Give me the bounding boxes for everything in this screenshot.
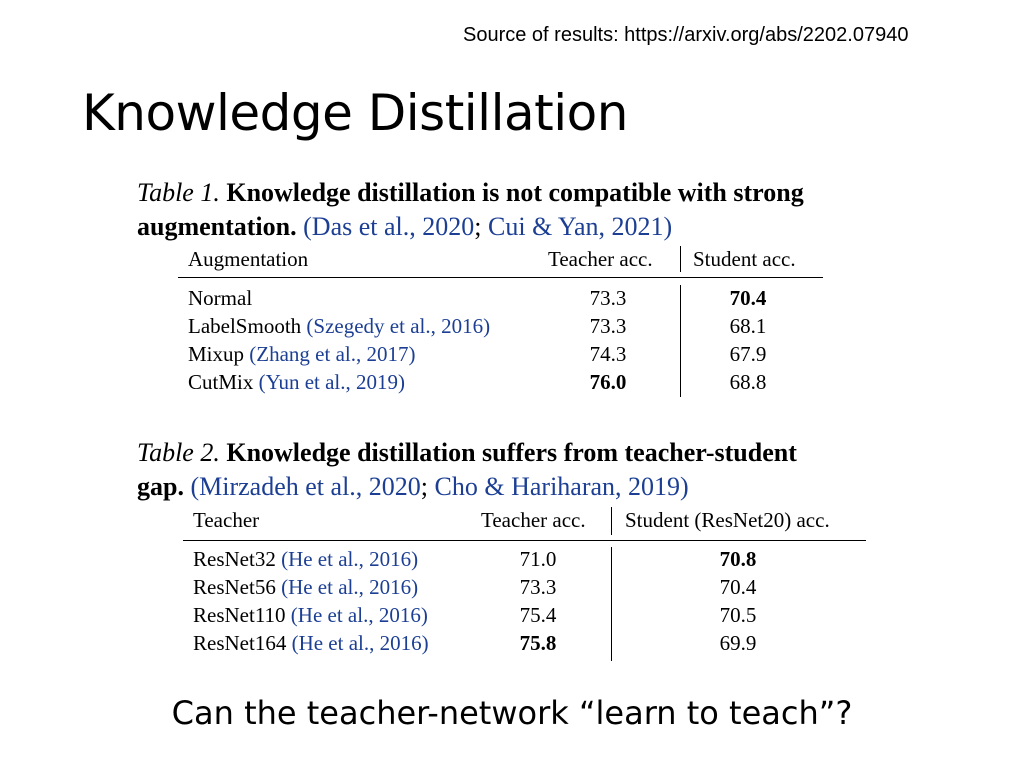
slide-title: Knowledge Distillation — [82, 84, 628, 142]
row-citation[interactable]: (He et al., 2016) — [291, 631, 429, 655]
row-name — [193, 547, 418, 572]
row-name-text: ResNet32 — [193, 547, 276, 571]
table2-citation-mirzadeh[interactable]: Mirzadeh et al., 2020 — [199, 472, 421, 501]
row-name-text: CutMix — [188, 370, 254, 394]
table1-header-row — [178, 247, 823, 275]
table1-header-teacher-acc: Teacher acc. — [548, 247, 653, 271]
table1-header-rule — [178, 277, 823, 278]
row-teacher-acc: 73.3 — [589, 286, 627, 310]
row-name — [188, 370, 405, 395]
table2-header-teacher-acc: Teacher acc. — [481, 508, 586, 532]
table1-header-augmentation: Augmentation — [188, 247, 309, 271]
table2-caption-label: Table 2. — [137, 438, 220, 467]
row-citation[interactable]: (Yun et al., 2019) — [258, 370, 405, 394]
table1 — [178, 244, 823, 404]
table-row — [178, 342, 823, 370]
row-citation[interactable]: (Zhang et al., 2017) — [249, 342, 416, 366]
row-student-acc: 67.9 — [729, 342, 767, 366]
table2 — [183, 505, 866, 665]
table-row — [183, 631, 866, 659]
table-row — [178, 286, 823, 314]
row-name-text: Normal — [188, 286, 253, 310]
row-name — [188, 342, 415, 367]
table2-caption — [137, 436, 927, 504]
row-student-acc: 70.8 — [719, 547, 757, 571]
row-name — [193, 603, 428, 628]
table-row — [183, 575, 866, 603]
table2-caption-title-cont: gap. — [137, 472, 184, 501]
table1-caption-title-cont: augmentation. — [137, 212, 297, 241]
row-student-acc: 70.4 — [729, 286, 767, 310]
row-name — [193, 575, 418, 600]
table1-caption-close-paren: ) — [663, 212, 673, 241]
table2-caption-open-paren: ( — [190, 472, 200, 501]
table1-caption-open-paren: ( — [303, 212, 312, 241]
table2-column-divider — [611, 507, 612, 535]
row-teacher-acc: 75.8 — [519, 631, 557, 655]
row-name — [193, 631, 429, 656]
row-name — [188, 286, 252, 311]
row-citation[interactable]: (Szegedy et al., 2016) — [306, 314, 491, 338]
row-citation[interactable]: (He et al., 2016) — [281, 547, 419, 571]
row-teacher-acc: 73.3 — [519, 575, 557, 599]
source-line: Source of results: https://arxiv.org/abs/2202.07940 — [463, 24, 909, 46]
row-name-text: LabelSmooth — [188, 314, 302, 338]
row-name-text: ResNet110 — [193, 603, 286, 627]
table1-citation-cui[interactable]: Cui & Yan, 2021 — [488, 212, 664, 241]
row-name — [188, 314, 490, 339]
table2-caption-sep: ; — [420, 472, 429, 501]
row-name-text: ResNet56 — [193, 575, 276, 599]
table2-caption-title: Knowledge distillation suffers from teacher-student — [226, 438, 797, 467]
table2-header-teacher: Teacher — [193, 508, 260, 532]
row-student-acc: 70.5 — [719, 603, 757, 627]
row-citation[interactable]: (He et al., 2016) — [281, 575, 419, 599]
table1-caption-label: Table 1. — [137, 178, 220, 207]
row-teacher-acc: 71.0 — [519, 547, 557, 571]
table-row — [178, 370, 823, 398]
row-teacher-acc: 76.0 — [589, 370, 627, 394]
table2-header-rule — [183, 540, 866, 541]
row-student-acc: 70.4 — [719, 575, 757, 599]
row-student-acc: 68.1 — [729, 314, 767, 338]
table1-caption — [137, 176, 897, 244]
table1-header-student-acc: Student acc. — [693, 247, 796, 271]
row-citation[interactable]: (He et al., 2016) — [290, 603, 428, 627]
row-name-text: ResNet164 — [193, 631, 287, 655]
table-row — [183, 603, 866, 631]
row-teacher-acc: 75.4 — [519, 603, 557, 627]
table1-caption-title: Knowledge distillation is not compatible with strong — [226, 178, 804, 207]
table1-column-divider — [680, 246, 681, 272]
row-student-acc: 69.9 — [719, 631, 757, 655]
table2-citation-cho[interactable]: Cho & Hariharan, 2019 — [434, 472, 681, 501]
row-student-acc: 68.8 — [729, 370, 767, 394]
table2-header-student-acc: Student (ResNet20) acc. — [625, 508, 830, 532]
table2-header-row — [183, 508, 866, 536]
row-name-text: Mixup — [188, 342, 245, 366]
table1-citation-das[interactable]: Das et al., 2020 — [311, 212, 475, 241]
row-teacher-acc: 73.3 — [589, 314, 627, 338]
table-row — [183, 547, 866, 575]
table1-caption-sep: ; — [474, 212, 482, 241]
table-row — [178, 314, 823, 342]
table2-caption-close-paren: ) — [680, 472, 689, 501]
row-teacher-acc: 74.3 — [589, 342, 627, 366]
closing-question: Can the teacher-network “learn to teach”? — [171, 694, 853, 732]
